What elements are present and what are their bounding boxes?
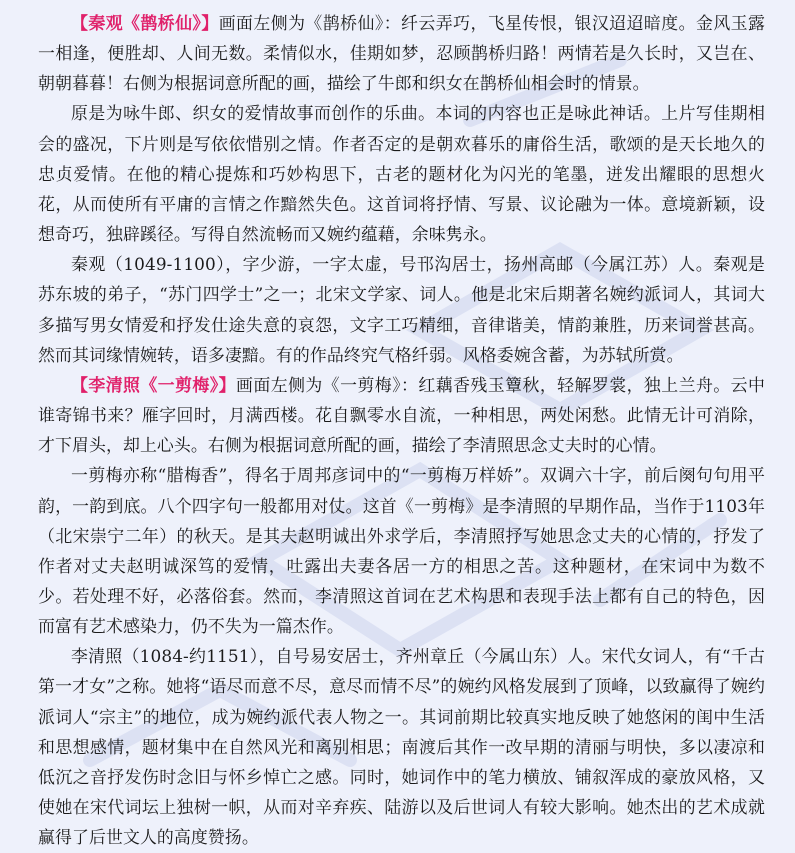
paragraph-qinguan-bio [38, 249, 765, 370]
poem-title-highlight: 【秦观《鹊桥仙》】 [71, 13, 219, 33]
paragraph-qinguan-analysis [38, 98, 765, 249]
paragraph-liqingzhao-bio [38, 641, 765, 852]
paragraph-text: 李清照（1084-约1151），自号易安居士，齐州章丘（今属山东）人。宋代女词人，有“千古第一才女”之称。她将“语尽而意不尽，意尽而情不尽”的婉约风格发展到了顶峰，以致赢得了婉约派词人“宗主”的地位，成为婉约派代表人物之一。其词前期比较真实地反映了她悠闲的闺中生活和思想感情，题材集中在自然风光和离别相思；南渡后其作一改早期的清丽与明快，多以凄凉和低沉之音抒发伤时念旧与怀乡悼亡之感。同时，她词作中的笔力横放、铺叙浑成的豪放风格，又使她在宋代词坛上独树一帜，从而对辛弃疾、陆游以及后世词人有较大影响。她杰出的艺术成就赢得了后世文人的高度赞扬。 [38, 646, 765, 848]
paragraph-text: 一剪梅亦称“腊梅香”，得名于周邦彦词中的“一剪梅万样娇”。双调六十字，前后阕句句用平韵，一韵到底。八个四字句一般都用对仗。这首《一剪梅》是李清照的早期作品，当作于1103年（北宋崇宁二年）的秋天。是其夫赵明诚出外求学后，李清照抒写她思念丈夫的心情的，抒发了作者对丈夫赵明诚深笃的爱情，吐露出夫妻各居一方的相思之苦。这种题材，在宋词中为数不少。若处理不好，必落俗套。然而，李清照这首词在艺术构思和表现手法上都有自己的特色，因而富有艺术感染力，仍不失为一篇杰作。 [38, 465, 765, 637]
paragraph-qinguan-poem [38, 8, 765, 98]
paragraph-text: 原是为咏牛郎、织女的爱情故事而创作的乐曲。本词的内容也正是咏此神话。上片写佳期相会的盛况，下片则是写依依惜别之情。作者否定的是朝欢暮乐的庸俗生活，歌颂的是天长地久的忠贞爱情。在他的精心提炼和巧妙构思下，古老的题材化为闪光的笔墨，迸发出耀眼的思想火花，从而使所有平庸的言情之作黯然失色。这首词将抒情、写景、议论融为一体。意境新颖，设想奇巧，独辟蹊径。写得自然流畅而又婉约蕴藉，余味隽永。 [38, 103, 765, 245]
paragraph-text: 画面左侧为《鹊桥仙》：纤云弄巧，飞星传恨，银汉迢迢暗度。金风玉露一相逢，便胜却、人间无数。柔情似水，佳期如梦，忍顾鹊桥归路！两情若是久长时，又岂在、朝朝暮暮！右侧为根据词意所配的画，描绘了牛郎和织女在鹊桥仙相会时的情景。 [38, 13, 766, 94]
paragraph-liqingzhao-poem [38, 370, 765, 460]
paragraph-text: 画面左侧为《一剪梅》：红藕香残玉簟秋，轻解罗裳，独上兰舟。云中谁寄锦书来？雁字回时，月满西楼。花自飘零水自流，一种相思，两处闲愁。此情无计可消除，才下眉头，却上心头。右侧为根据词意所配的画，描绘了李清照思念丈夫时的心情。 [38, 374, 765, 456]
paragraph-text: 秦观（1049-1100），字少游，一字太虚，号邗沟居士，扬州高邮（今属江苏）人。秦观是苏东坡的弟子，“苏门四学士”之一；北宋文学家、词人。他是北宋后期著名婉约派词人，其词大多描写男女情爱和抒发仕途失意的哀怨，文字工巧精细，音律谐美，情韵兼胜，历来词誉甚高。然而其词缘情婉转，语多凄黯。有的作品终究气格纤弱。风格委婉含蓄，为苏轼所赏。 [38, 254, 765, 365]
paragraph-liqingzhao-analysis [38, 460, 765, 641]
poem-title-highlight: 【李清照《一剪梅》】 [71, 374, 237, 395]
